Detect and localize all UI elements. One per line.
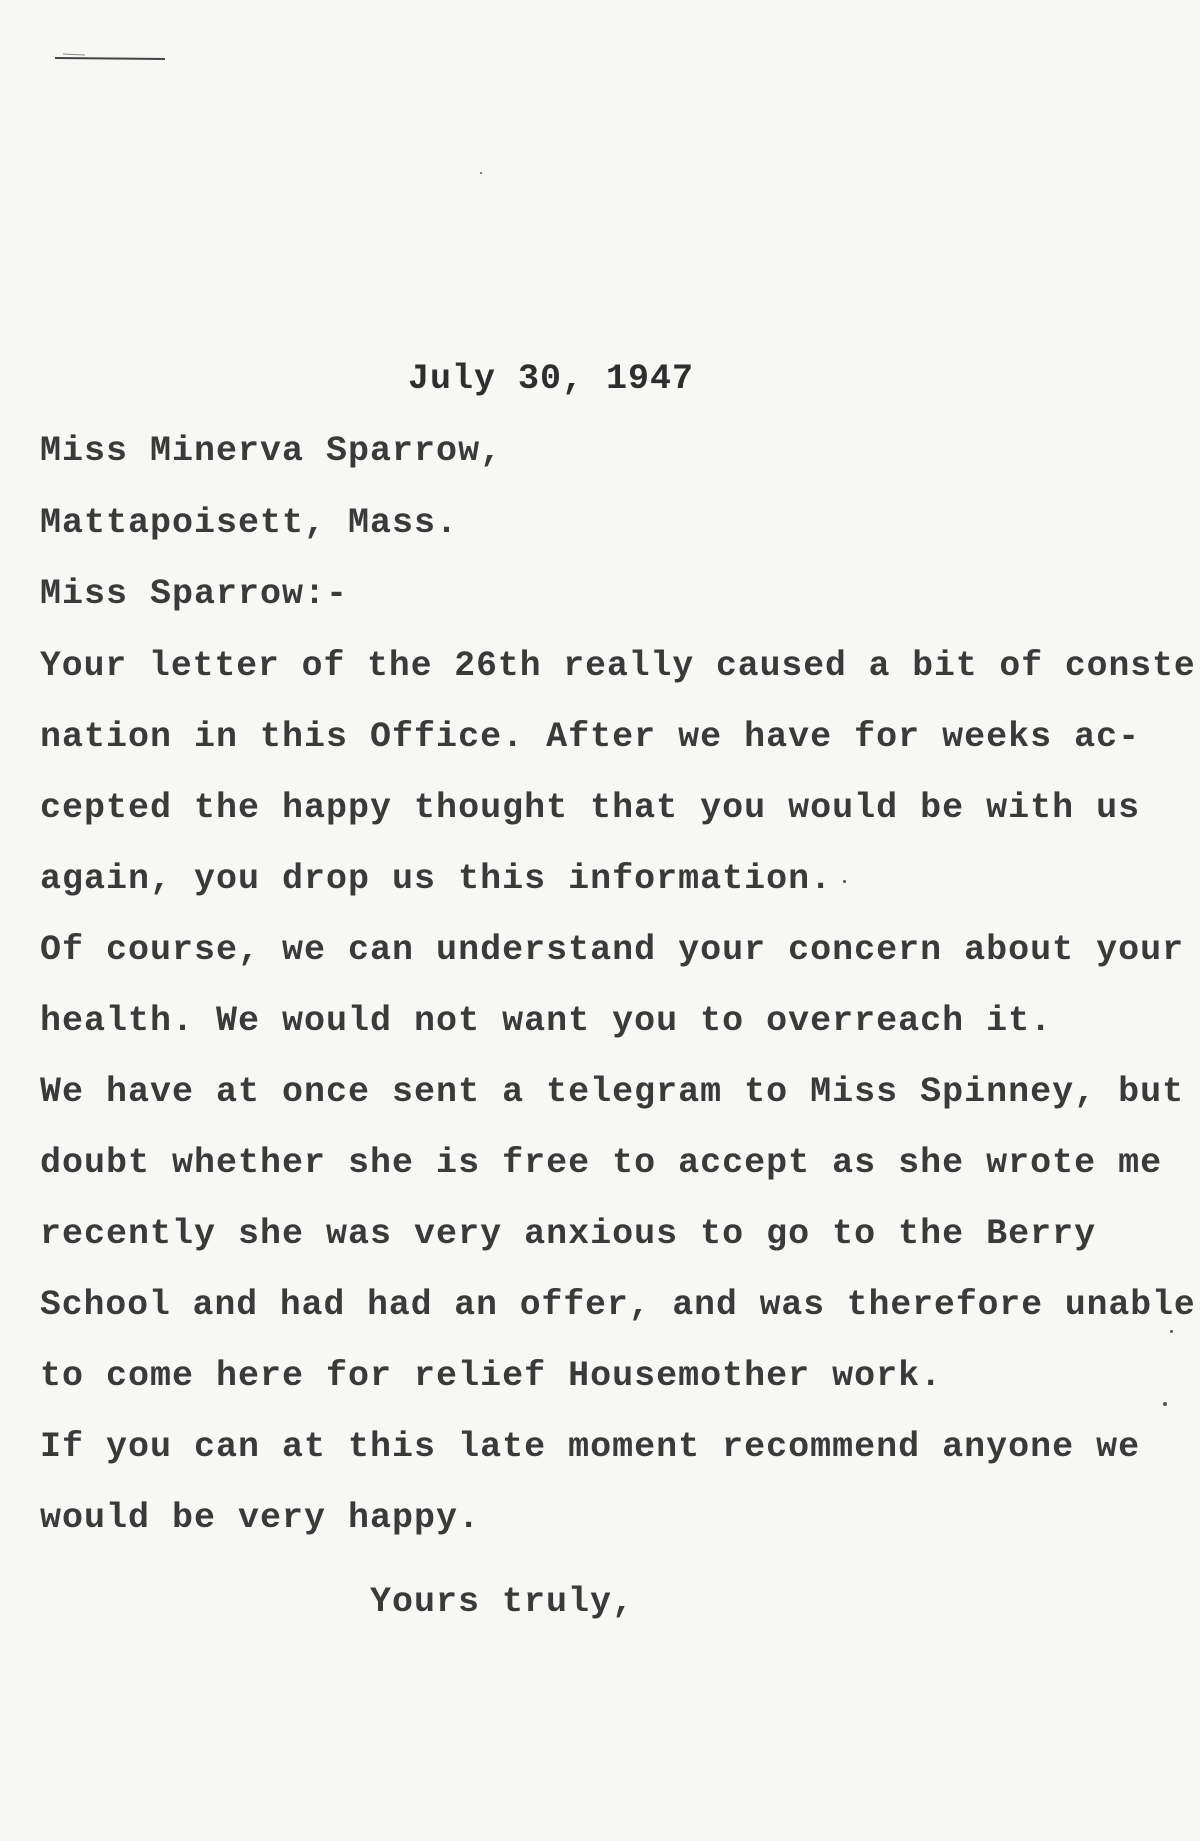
closing: Yours truly,	[370, 1582, 635, 1622]
letter-date: July 30, 1947	[408, 359, 695, 399]
paper-speck	[480, 172, 482, 174]
body-line: cepted the happy thought that you would be with us	[40, 788, 1141, 828]
body-line: would be very happy.	[40, 1498, 481, 1538]
pencil-mark	[55, 52, 175, 64]
body-line: health. We would not want you to overreach it.	[40, 1001, 1053, 1041]
body-line: School and had had an offer, and was therefore unable	[40, 1285, 1196, 1325]
body-line: Of course, we can understand your concern about your	[40, 930, 1185, 970]
body-line: If you can at this late moment recommend anyone we	[40, 1427, 1141, 1467]
paper-speck	[1170, 1330, 1173, 1333]
body-line: to come here for relief Housemother work.	[40, 1356, 943, 1396]
body-line: doubt whether she is free to accept as she wrote me	[40, 1143, 1163, 1183]
salutation: Miss Sparrow:-	[40, 574, 349, 614]
body-line: again, you drop us this information.	[40, 859, 833, 899]
recipient-place: Mattapoisett, Mass.	[40, 503, 459, 543]
paper-speck	[843, 880, 846, 883]
body-line: nation in this Office. After we have for weeks ac-	[40, 717, 1141, 757]
body-line: recently she was very anxious to go to the Berry	[40, 1214, 1097, 1254]
paper-speck	[1163, 1402, 1167, 1406]
body-line: We have at once sent a telegram to Miss Spinney, but	[40, 1072, 1185, 1112]
body-line: Your letter of the 26th really caused a bit of conste	[40, 646, 1196, 686]
recipient-name: Miss Minerva Sparrow,	[40, 431, 503, 471]
